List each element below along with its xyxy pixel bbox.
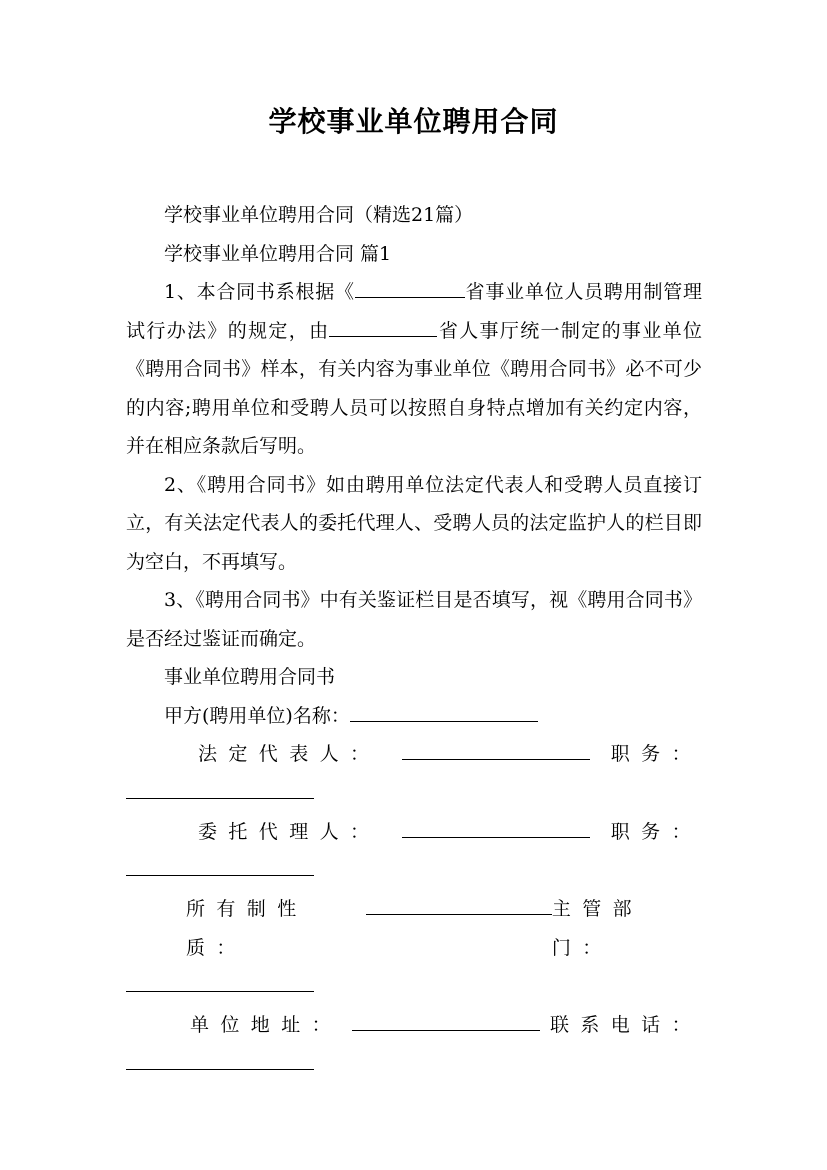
department-label: 主管部门：	[551, 898, 644, 959]
representative-row	[126, 735, 702, 774]
agent-row	[126, 813, 702, 852]
document-body	[126, 196, 702, 1084]
paragraph-1-part-a: 1、本合同书系根据《	[164, 281, 355, 303]
party-a-label: 甲方(聘用单位)名称：	[164, 704, 350, 727]
department-field[interactable]	[126, 967, 314, 992]
ownership-label: 所有制性质：	[186, 898, 308, 959]
document-title: 学校事业单位聘用合同	[268, 105, 559, 138]
contract-heading: 事业单位聘用合同书	[164, 666, 336, 688]
section-heading: 学校事业单位聘用合同 篇1	[164, 242, 392, 265]
phone-label: 联系电话：	[549, 1014, 702, 1036]
party-a-row	[126, 697, 702, 736]
address-label: 单位地址：	[190, 1014, 343, 1036]
blank-province-1[interactable]	[355, 296, 465, 298]
paragraph-2: 2、《聘用合同书》如由聘用单位法定代表人和受聘人员直接订立，有关法定代表人的委托代理人、受聘人员的法定监护人的栏目即为空白，不再填写。	[126, 473, 702, 573]
blank-province-2[interactable]	[329, 335, 437, 337]
address-row	[126, 1006, 702, 1045]
agent-field[interactable]	[402, 836, 590, 838]
subtitle: 学校事业单位聘用合同（精选21篇）	[164, 204, 474, 226]
paragraph-1-part-c: 省人事厅统一制定的事业单位《聘用合同书》样本，有关内容为事业单位《聘用合同书》必不可少的内容;聘用单位和受聘人员可以按照自身特点增加有关约定内容，并在相应条款后写明。	[126, 319, 702, 457]
representative-field[interactable]	[402, 758, 590, 760]
ownership-field[interactable]	[366, 913, 552, 915]
representative-label: 法定代表人：	[198, 743, 381, 765]
agent-duty-field[interactable]	[126, 851, 314, 876]
paragraph-3: 3、《聘用合同书》中有关鉴证栏目是否填写，视《聘用合同书》是否经过鉴证而确定。	[126, 589, 702, 650]
representative-duty-field[interactable]	[126, 774, 314, 799]
phone-field[interactable]	[126, 1045, 314, 1070]
paragraph-1	[126, 273, 702, 466]
address-field[interactable]	[352, 1029, 540, 1031]
ownership-row	[126, 890, 702, 967]
paragraph-1-part-b: 省事业单位人员聘用制管理试行办法》的规定，由	[126, 281, 702, 342]
agent-label: 委托代理人：	[198, 820, 381, 843]
representative-duty-label: 职务：	[610, 743, 702, 765]
agent-duty-label: 职务：	[610, 820, 702, 843]
party-a-name-field[interactable]	[350, 720, 538, 722]
